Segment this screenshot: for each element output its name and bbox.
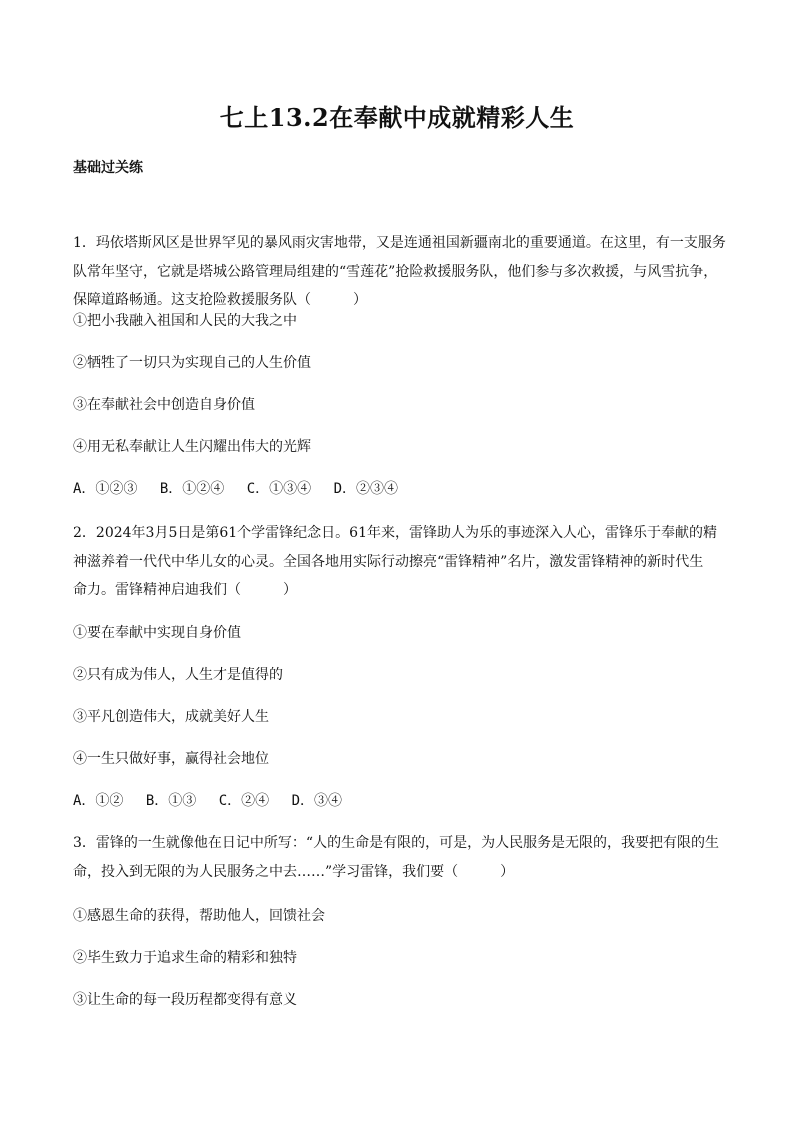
question-2-line-3: 命力。雷锋精神启迪我们（ ） [73,582,297,598]
question-1-line-2: 队常年坚守，它就是塔城公路管理局组建的“雪莲花”抢险救援服务队，他们参与多次救援，与风雪抗争， [73,263,718,280]
question-1-option-2: ②牺牲了一切只为实现自己的人生价值 [73,355,311,371]
question-1-line-1: 1．玛依塔斯风区是世界罕见的暴风雨灾害地带，又是连通祖国新疆南北的重要通道。在这里，有一支服务 [73,235,726,251]
question-2-option-2: ②只有成为伟人，人生才是值得的 [73,667,283,683]
question-3-option-2: ②毕生致力于追求生命的精彩和独特 [73,950,297,966]
question-2-line-2: 神滋养着一代代中华儿女的心灵。全国各地用实际行动擦亮“雷锋精神”名片，激发雷锋精神的新时代生 [73,553,704,570]
question-1-option-4: ④用无私奉献让人生闪耀出伟大的光辉 [73,439,311,455]
question-2-option-1: ①要在奉献中实现自身价值 [73,625,241,641]
section-heading: 基础过关练 [73,160,143,176]
question-2-option-3: ③平凡创造伟大，成就美好人生 [73,709,269,725]
question-1-option-1: ①把小我融入祖国和人民的大我之中 [73,313,297,329]
question-1-choices: A．①②③ B．①②④ C．①③④ D．②③④ [73,481,398,497]
question-1-option-3: ③在奉献社会中创造自身价值 [73,397,255,413]
question-1 [73,229,733,315]
question-2 [73,519,733,605]
question-3-line-2: 命，投入到无限的为人民服务之中去……”学习雷锋，我们要（ ） [73,863,515,880]
question-2-line-1: 2．2024年3月5日是第61个学雷锋纪念日。61年来，雷锋助人为乐的事迹深入人心，雷锋乐于奉献的精 [73,525,717,541]
question-3-line-1: 3．雷锋的一生就像他在日记中所写：“人的生命是有限的，可是，为人民服务是无限的，我要把有限的生 [73,835,720,851]
question-3-option-1: ①感恩生命的获得，帮助他人，回馈社会 [73,908,325,924]
question-2-option-4: ④一生只做好事，赢得社会地位 [73,751,269,767]
question-1-line-3: 保障道路畅通。这支抢险救援服务队（ ） [73,292,367,308]
question-3 [73,829,733,886]
question-3-option-3: ③让生命的每一段历程都变得有意义 [73,992,297,1008]
question-2-choices: A．①② B．①③ C．②④ D．③④ [73,793,343,809]
page-title: 七上13.2在奉献中成就精彩人生 [219,103,575,132]
